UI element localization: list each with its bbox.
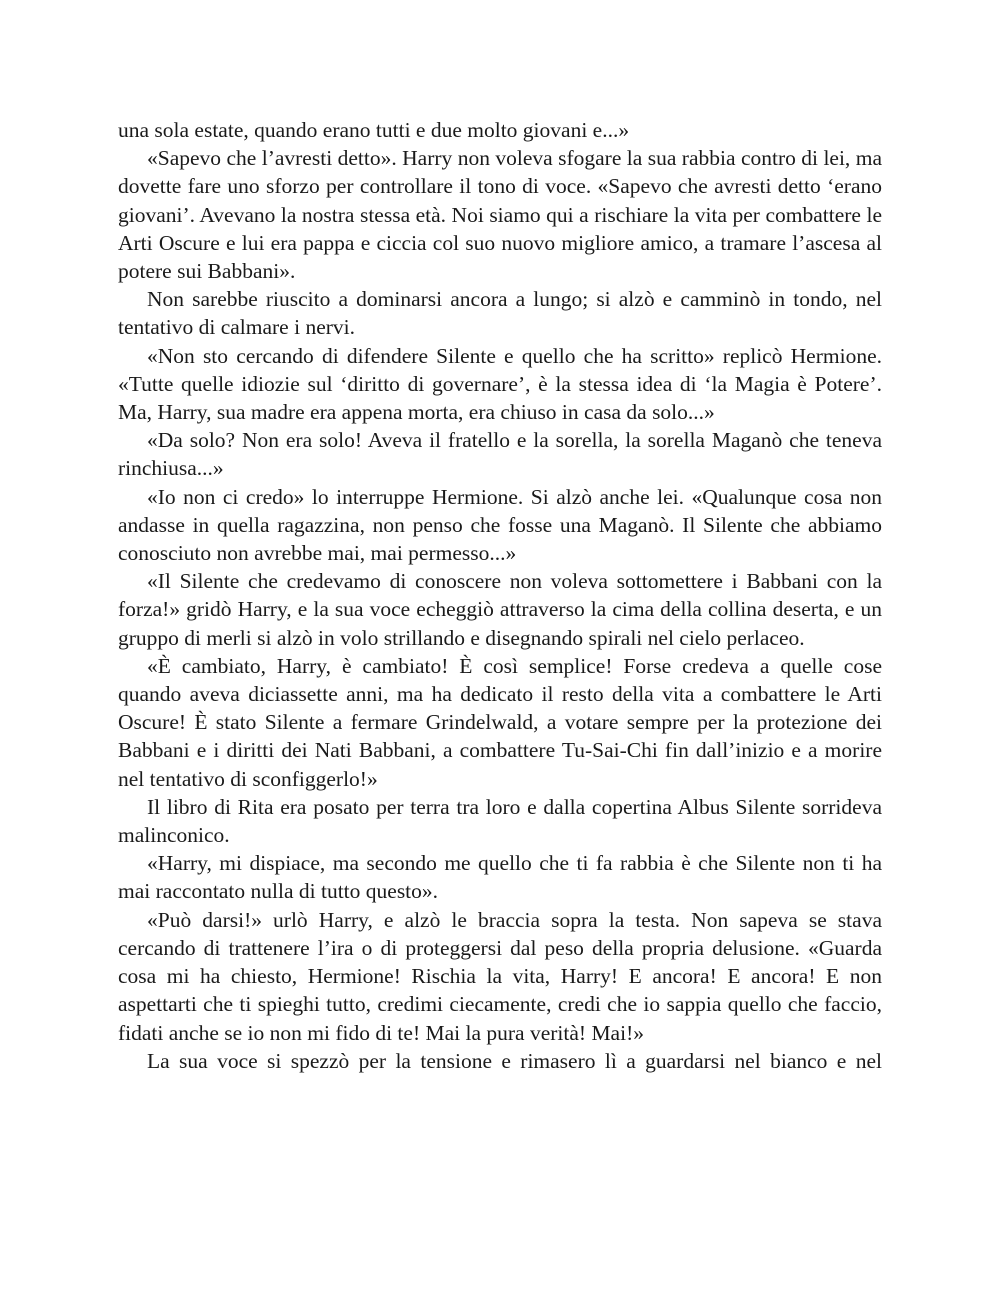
paragraph: «È cambiato, Harry, è cambiato! È così semplice! Forse credeva a quelle cose quando aveva diciassette anni, ma ha dedicato il resto della vita a combattere le Arti Oscure! È stato Silente a fermare Grindelwald, a votare sempre per la protezione dei Babbani e i diritti dei Nati Babbani, a combattere Tu-Sai-Chi fin dall’inizio e a morire nel tentativo di sconfiggerlo!» [118,653,882,791]
paragraph: «Non sto cercando di difendere Silente e quello che ha scritto» replicò Hermione. «Tutte quelle idiozie sul ‘diritto di governare’, è la stessa idea di ‘la Magia è Potere’. Ma, Harry, sua madre era appena morta, era chiuso in casa da solo...» [118,343,882,425]
paragraph: una sola estate, quando erano tutti e due molto giovani e...» [118,118,630,142]
paragraph: Il libro di Rita era posato per terra tra loro e dalla copertina Albus Silente sorrideva malinconico. [118,794,882,848]
paragraph: Non sarebbe riuscito a dominarsi ancora a lungo; si alzò e camminò in tondo, nel tentativo di calmare i nervi. [118,287,882,340]
paragraph: «Può darsi!» urlò Harry, e alzò le braccia sopra la testa. Non sapeva se stava cercando di trattenere l’ira o di proteggersi dal peso della propria delusione. «Guarda cosa mi ha chiesto, Hermione! Rischia la vita, Harry! E ancora! E ancora! E non aspettarti che ti spieghi tutto, credimi ciecamente, credi che io sappia quello che faccio, fidati anche se io non mi fido di te! Mai la pura verità! Mai!» [118,907,882,1045]
paragraph: «Io non ci credo» lo interruppe Hermione. Si alzò anche lei. «Qualunque cosa non andasse in quella ragazzina, non penso che fosse una Maganò. Il Silente che abbiamo conosciuto non avrebbe mai, mai permesso...» [118,484,882,566]
paragraph-last-line: La sua voce si spezzò per la tensione e rimasero lì a guardarsi nel bianco e nel [147,1048,882,1073]
paragraph: «Il Silente che credevamo di conoscere non voleva sottomettere i Babbani con la forza!» gridò Harry, e la sua voce echeggiò attraverso la cima della collina deserta, e un gruppo di merli si alzò in volo strillando e disegnando spirali nel cielo perlaceo. [118,569,882,650]
book-page-text [118,116,882,1075]
paragraph: «Sapevo che l’avresti detto». Harry non voleva sfogare la sua rabbia contro di lei, ma dovette fare uno sforzo per controllare il tono di voce. «Sapevo che avresti detto ‘erano giovani’. Avevano la nostra stessa età. Noi siamo qui a rischiare la vita per combattere le Arti Oscure e lui era pappa e ciccia col suo nuovo migliore amico, a tramare l’ascesa al potere sui Babbani». [118,146,882,284]
paragraph: «Harry, mi dispiace, ma secondo me quello che ti fa rabbia è che Silente non ti ha mai raccontato nulla di tutto questo». [118,851,882,904]
paragraph: «Da solo? Non era solo! Aveva il fratello e la sorella, la sorella Maganò che teneva rinchiusa...» [118,428,882,481]
